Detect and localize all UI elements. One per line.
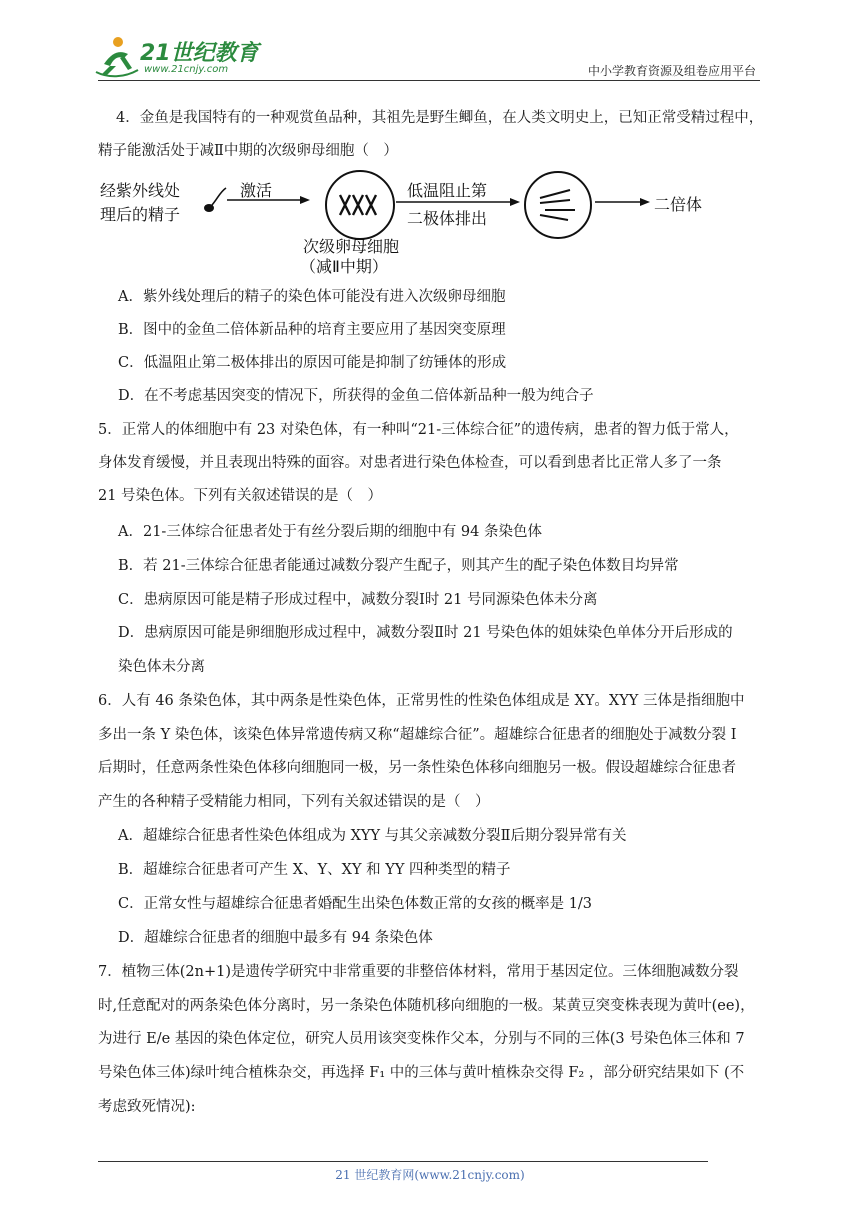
q4-option-d: D．在不考虑基因突变的情况下，所获得的金鱼二倍体新品种一般为纯合子	[118, 388, 594, 404]
q5-stem-line1: 5．正常人的体细胞中有 23 对染色体，有一种叫“21-三体综合征”的遗传病，患者的智力低于常人，	[98, 422, 739, 438]
oocyte-label-line2: （减Ⅱ中期）	[300, 257, 388, 276]
q5-stem-line3: 21 号染色体。下列有关叙述错误的是（ ）	[98, 488, 383, 504]
q7-stem-line2: 时,任意配对的两条染色体分离时，另一条染色体随机移向细胞的一极。某黄豆突变株表现为黄叶(ee)，	[98, 998, 755, 1014]
q6-stem-line1: 6．人有 46 条染色体，其中两条是性染色体，正常男性的性染色体组成是 XY。XYY 三体是指细胞中	[98, 693, 745, 709]
q5-option-a: A．21-三体综合征患者处于有丝分裂后期的细胞中有 94 条染色体	[118, 524, 542, 540]
diploid-cell-icon	[525, 172, 591, 238]
q6-option-a: A．超雄综合征患者性染色体组成为 XYY 与其父亲减数分裂Ⅱ后期分裂异常有关	[118, 828, 627, 844]
q7-stem-line3: 为进行 E/e 基因的染色体定位，研究人员用该突变株作父本，分别与不同的三体(3 号染色体三体和 7	[98, 1031, 745, 1047]
q4-stem-line1: 4．金鱼是我国特有的一种观赏鱼品种，其祖先是野生鲫鱼，在人类文明史上，已知正常受精过程中，	[116, 110, 764, 126]
diploid-label: 二倍体	[654, 195, 703, 214]
oocyte-label-line1: 次级卵母细胞	[303, 237, 400, 256]
q6-stem-line3: 后期时，任意两条性染色体移向细胞同一极，另一条性染色体移向细胞另一极。假设超雄综合征患者	[98, 760, 736, 776]
q5-option-b: B．若 21-三体综合征患者能通过减数分裂产生配子，则其产生的配子染色体数目均异常	[118, 558, 679, 574]
logo-text: 21世纪教育	[140, 41, 259, 66]
platform-title: 中小学教育资源及组卷应用平台	[587, 64, 756, 78]
q4-option-a: A．紫外线处理后的精子的染色体可能没有进入次级卵母细胞	[118, 289, 506, 305]
q4-figure	[100, 170, 720, 275]
page-header	[0, 0, 860, 90]
sperm-icon	[204, 188, 226, 212]
q4-option-b: B．图中的金鱼二倍体新品种的培育主要应用了基因突变原理	[118, 322, 506, 338]
activate-label: 激活	[240, 181, 273, 200]
q7-stem-line5: 考虑致死情况):	[98, 1099, 196, 1115]
sperm-label-line1: 经紫外线处	[100, 181, 181, 200]
arrow-icon	[595, 198, 650, 206]
sperm-label-line2: 理后的精子	[100, 205, 181, 224]
q5-option-d-line2: 染色体未分离	[118, 659, 205, 675]
q6-stem-line4: 产生的各种精子受精能力相同，下列有关叙述错误的是（ ）	[98, 794, 490, 810]
logo-url: www.21cnjy.com	[144, 64, 229, 75]
oocyte-cell-icon	[326, 171, 394, 239]
header-divider	[98, 80, 760, 81]
runner-logo-icon	[94, 34, 140, 80]
q7-stem-line4: 号染色体三体)绿叶纯合植株杂交，再选择 F₁ 中的三体与黄叶植株杂交得 F₂ ，部分研究结果如下 (不	[98, 1065, 745, 1081]
cold-label-line1: 低温阻止第	[407, 181, 488, 200]
cold-label-line2: 二极体排出	[407, 209, 488, 228]
q5-option-d-line1: D．患病原因可能是卵细胞形成过程中，减数分裂Ⅱ时 21 号染色体的姐妹染色单体分开后形成的	[118, 625, 733, 641]
q6-stem-line2: 多出一条 Y 染色体，该染色体异常遗传病又称“超雄综合征”。超雄综合征患者的细胞处于减数分裂 I	[98, 727, 737, 743]
q4-stem-line2: 精子能激活处于减Ⅱ中期的次级卵母细胞（ ）	[98, 143, 398, 159]
q6-option-b: B．超雄综合征患者可产生 X、Y、XY 和 YY 四种类型的精子	[118, 862, 511, 878]
page-footer[interactable]: 21 世纪教育网(www.21cnjy.com)	[335, 1168, 525, 1182]
q6-option-c: C．正常女性与超雄综合征患者婚配生出染色体数正常的女孩的概率是 1/3	[118, 896, 593, 912]
q5-option-c: C．患病原因可能是精子形成过程中，减数分裂Ⅰ时 21 号同源染色体未分离	[118, 592, 598, 608]
q4-option-c: C．低温阻止第二极体排出的原因可能是抑制了纺锤体的形成	[118, 355, 507, 371]
q5-stem-line2: 身体发育缓慢，并且表现出特殊的面容。对患者进行染色体检查，可以看到患者比正常人多了一条	[98, 455, 722, 471]
q6-option-d: D．超雄综合征患者的细胞中最多有 94 条染色体	[118, 930, 433, 946]
site-logo[interactable]	[94, 34, 264, 80]
footer-divider	[98, 1161, 708, 1162]
q7-stem-line1: 7．植物三体(2n+1)是遗传学研究中非常重要的非整倍体材料，常用于基因定位。三体细胞减数分裂	[98, 964, 739, 980]
